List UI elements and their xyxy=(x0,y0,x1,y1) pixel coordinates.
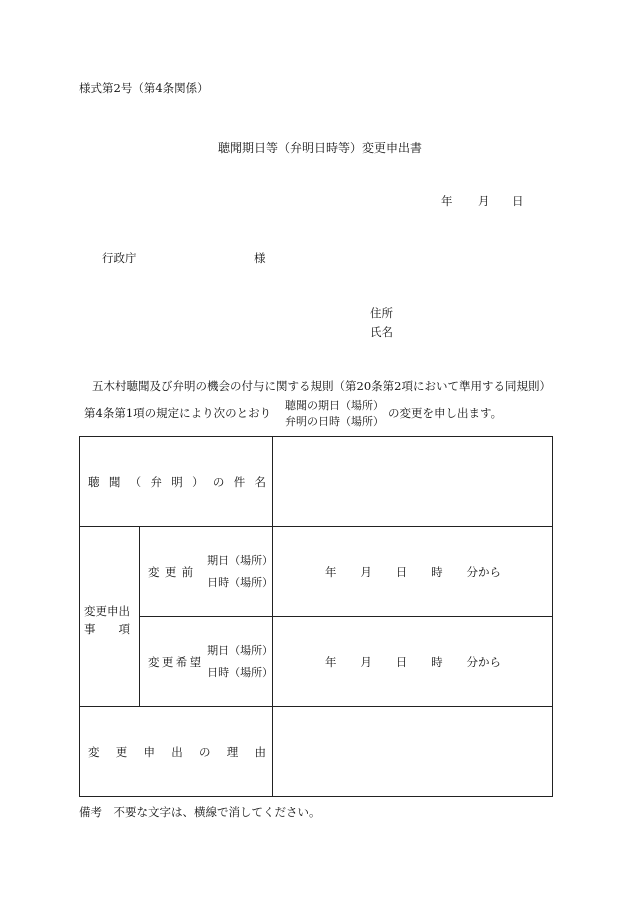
request-items-label-cell xyxy=(80,527,140,707)
request-items-label: 変更申出 事 項 xyxy=(84,603,130,636)
reason-input[interactable] xyxy=(273,707,553,797)
desired-datetime: 年 月 日 時 分から xyxy=(325,654,501,669)
date-year-label: 年 xyxy=(441,194,453,208)
body-line-2-prefix: 第4条第1項の規定により次のとおり xyxy=(84,406,272,420)
before-sub-label-1: 期日（場所） xyxy=(207,553,274,567)
case-name-label-cell xyxy=(80,437,273,527)
desired-sub-label-1: 期日（場所） xyxy=(207,643,274,657)
reason-label-cell xyxy=(80,707,273,797)
form-number: 様式第2号（第4条関係） xyxy=(79,81,209,95)
addressee-honorific: 様 xyxy=(254,251,266,265)
addressee-label: 行政庁 xyxy=(102,251,137,265)
address-label: 住所 xyxy=(370,306,393,320)
case-name-input[interactable] xyxy=(273,437,553,527)
date-month-label: 月 xyxy=(478,194,490,208)
reason-label: 変 更 申 出 の 理 由 xyxy=(88,744,266,759)
desired-change-label: 変 更 希 望 xyxy=(148,654,202,669)
page-title: 聴聞期日等（弁明日時等）変更申出書 xyxy=(218,141,423,155)
before-datetime: 年 月 日 時 分から xyxy=(325,564,501,579)
desired-datetime-cell[interactable] xyxy=(273,617,553,707)
desired-sub-label-2: 日時（場所） xyxy=(207,665,274,679)
before-change-label: 変 更 前 xyxy=(148,564,194,579)
date-day-label: 日 xyxy=(512,194,524,208)
case-name-label: 聴 聞 （ 弁 明 ） の 件 名 xyxy=(88,474,266,489)
before-change-label-cell xyxy=(140,527,273,617)
option-explanation: 弁明の日時（場所） xyxy=(285,415,384,428)
change-request-table xyxy=(79,436,553,797)
desired-change-label-cell xyxy=(140,617,273,707)
note: 備考 不要な文字は、横線で消してください。 xyxy=(79,805,321,819)
body-line-2-suffix: の変更を申し出ます。 xyxy=(388,406,503,420)
before-datetime-cell[interactable] xyxy=(273,527,553,617)
option-hearing: 聴聞の期日（場所） xyxy=(285,399,384,412)
body-line-1: 五木村聴聞及び弁明の機会の付与に関する規則（第20条第2項において準用する同規則） xyxy=(92,379,551,393)
name-label: 氏名 xyxy=(370,325,393,339)
before-sub-label-2: 日時（場所） xyxy=(207,575,274,589)
